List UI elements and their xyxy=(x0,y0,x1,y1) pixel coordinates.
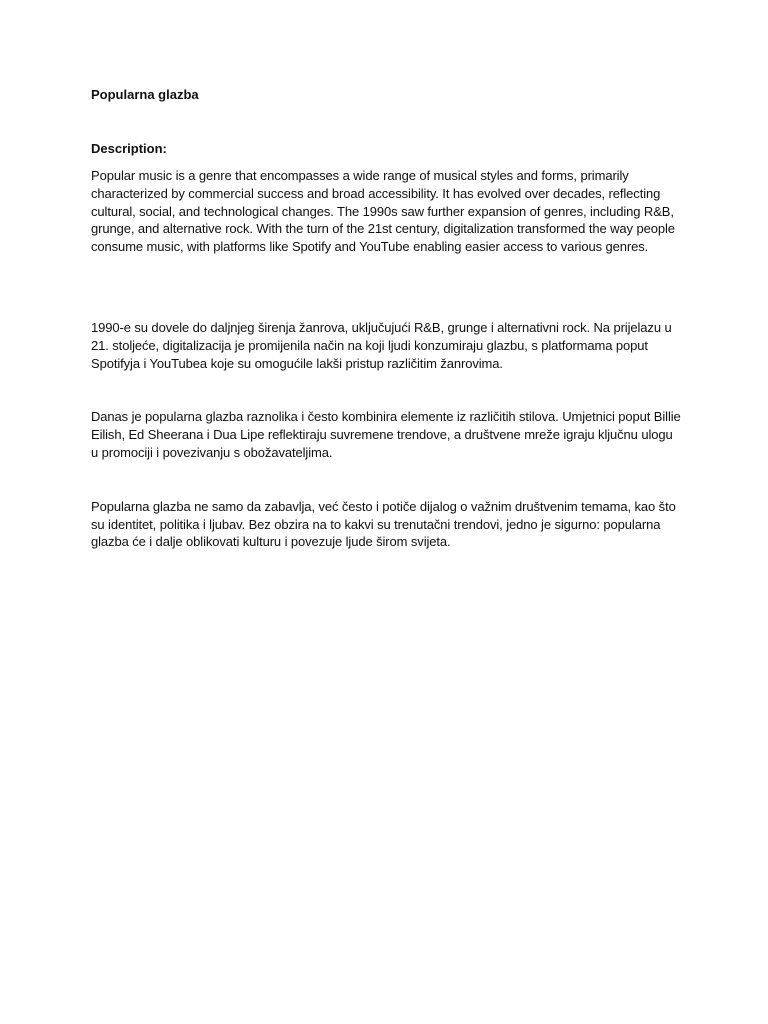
paragraph-3: Popularna glazba ne samo da zabavlja, već često i potiče dijalog o važnim društvenim temama, kao što su identitet, politika i ljubav. Bez obzira na to kakvi su trenutačni trendovi, jedno je sigurno: popularna glazba će i dalje oblikovati kulturu i povezuje ljude širom svijeta. xyxy=(91,498,676,550)
document-title: Popularna glazba xyxy=(91,87,199,102)
description-paragraph: Popular music is a genre that encompasses a wide range of musical styles and forms, primarily characterized by commercial success and broad accessibility. It has evolved over decades, reflecting cultural, social, and technological changes. The 1990s saw further expansion of genres, including R&B, grunge, and alternative rock. With the turn of the 21st century, digitalization transformed the way people consume music, with platforms like Spotify and YouTube enabling easier access to various genres. xyxy=(91,168,675,255)
paragraph-1: 1990-e su dovele do daljnjeg širenja žanrova, uključujući R&B, grunge i alternativni rock. Na prijelazu u 21. stoljeće, digitalizacija je promijenila način na koji ljudi konzumiraju glazbu, s platformama poput Spotifyja i YouTubea koje su omogućile lakši pristup različitim žanrovima. xyxy=(91,319,672,371)
paragraph-2: Danas je popularna glazba raznolika i često kombinira elemente iz različitih stilova. Umjetnici poput Billie Eilish, Ed Sheerana i Dua Lipe reflektiraju suvremene trendove, a društvene mreže igraju ključnu ulogu u promociji i povezivanju s obožavateljima. xyxy=(91,409,681,460)
document-content xyxy=(91,86,681,551)
description-label: Description: xyxy=(91,141,167,156)
